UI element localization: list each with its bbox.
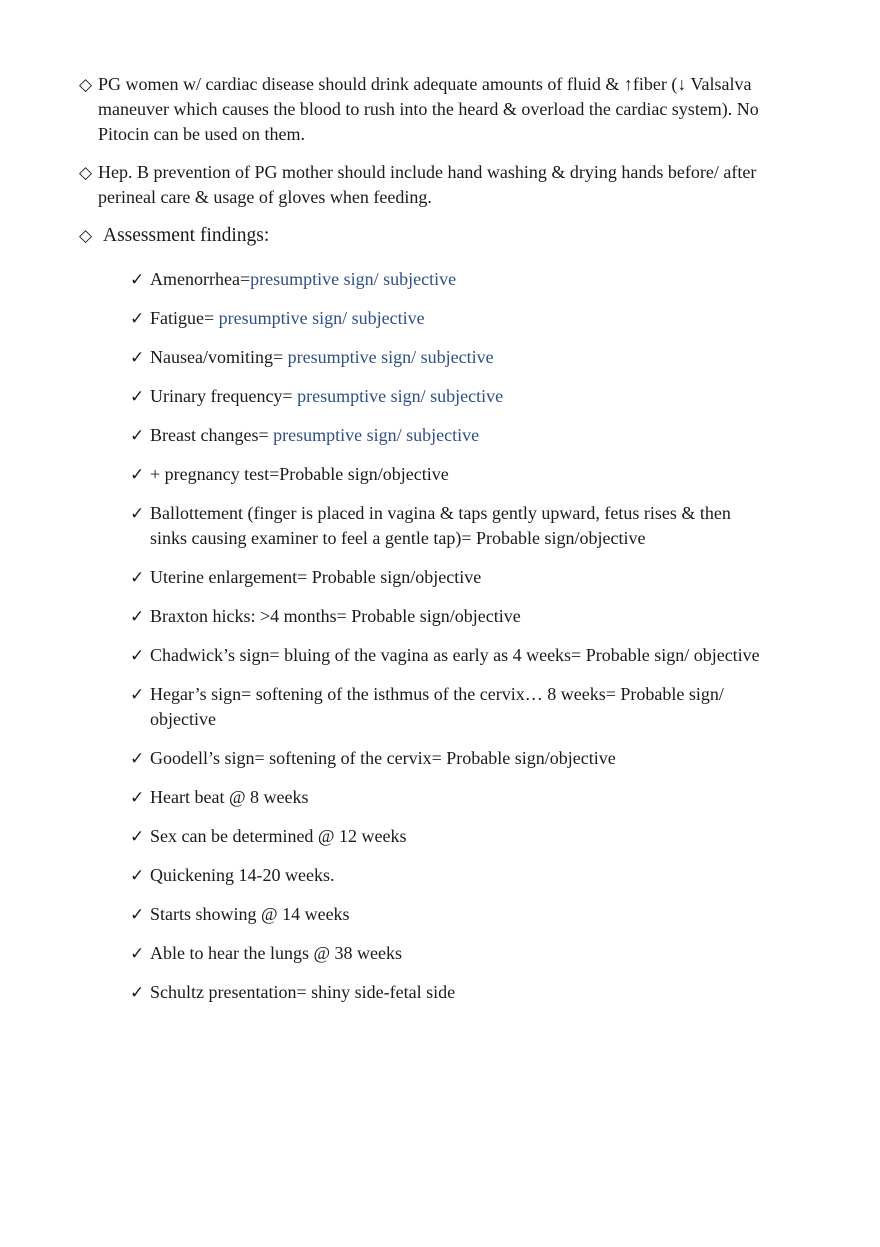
list-item xyxy=(130,267,770,292)
finding-label: Schultz presentation= shiny side-fetal side xyxy=(150,982,456,1002)
finding-label: Chadwick’s sign= bluing of the vagina as early as 4 weeks= Probable sign/ objective xyxy=(150,645,760,665)
list-item xyxy=(130,746,770,771)
list-item xyxy=(130,423,770,448)
list-item xyxy=(130,462,770,487)
finding-label: Nausea/vomiting= xyxy=(150,347,288,367)
list-item xyxy=(79,72,769,147)
assessment-heading-item xyxy=(79,223,769,248)
finding-label: Able to hear the lungs @ 38 weeks xyxy=(150,943,403,963)
finding-label: Heart beat @ 8 weeks xyxy=(150,787,309,807)
top-level-list xyxy=(79,72,769,261)
list-item xyxy=(130,824,770,849)
checkmark-icon: ✓ xyxy=(130,348,145,367)
list-item xyxy=(130,384,770,409)
checkmark-icon: ✓ xyxy=(130,944,145,963)
list-item xyxy=(130,941,770,966)
checkmark-icon: ✓ xyxy=(130,309,145,328)
sign-classification: presumptive sign/ subjective xyxy=(287,347,494,367)
checkmark-icon: ✓ xyxy=(130,607,145,626)
list-item xyxy=(130,902,770,927)
list-item xyxy=(130,501,770,551)
finding-label: Ballottement (finger is placed in vagina & taps gently upward, fetus rises & then sinks causing examiner to feel a gentle tap)= Probable sign/objective xyxy=(150,503,731,548)
finding-label: Braxton hicks: >4 months= Probable sign/objective xyxy=(150,606,521,626)
checkmark-icon: ✓ xyxy=(130,646,145,665)
checkmark-icon: ✓ xyxy=(130,866,145,885)
finding-label: Goodell’s sign= softening of the cervix= Probable sign/objective xyxy=(150,748,616,768)
list-item xyxy=(130,306,770,331)
finding-label: Starts showing @ 14 weeks xyxy=(150,904,350,924)
findings-list xyxy=(130,267,770,1019)
finding-label: Amenorrhea= xyxy=(150,269,251,289)
checkmark-icon: ✓ xyxy=(130,788,145,807)
list-item xyxy=(130,980,770,1005)
sign-classification: presumptive sign/ subjective xyxy=(273,425,480,445)
list-item xyxy=(130,345,770,370)
list-item xyxy=(79,160,769,210)
checkmark-icon: ✓ xyxy=(130,685,145,704)
sign-classification: presumptive sign/ subjective xyxy=(297,386,504,406)
list-item xyxy=(130,643,770,668)
checkmark-icon: ✓ xyxy=(130,465,145,484)
list-item xyxy=(130,863,770,888)
list-item xyxy=(130,682,770,732)
checkmark-icon: ✓ xyxy=(130,426,145,445)
list-item xyxy=(130,604,770,629)
checkmark-icon: ✓ xyxy=(130,504,145,523)
diamond-bullet-icon: ◇ xyxy=(79,75,93,94)
checkmark-icon: ✓ xyxy=(130,905,145,924)
checkmark-icon: ✓ xyxy=(130,387,145,406)
sign-classification: presumptive sign/ subjective xyxy=(250,269,457,289)
finding-label: Sex can be determined @ 12 weeks xyxy=(150,826,407,846)
checkmark-icon: ✓ xyxy=(130,270,145,289)
list-item xyxy=(130,785,770,810)
section-heading: Assessment findings: xyxy=(103,225,270,246)
finding-label: Hegar’s sign= softening of the isthmus of the cervix… 8 weeks= Probable sign/ objective xyxy=(150,684,724,729)
finding-label: Quickening 14-20 weeks. xyxy=(150,865,335,885)
sign-classification: presumptive sign/ subjective xyxy=(218,308,425,328)
diamond-bullet-icon: ◇ xyxy=(79,163,93,182)
list-item xyxy=(130,565,770,590)
checkmark-icon: ✓ xyxy=(130,983,145,1002)
finding-label: Breast changes= xyxy=(150,425,274,445)
checkmark-icon: ✓ xyxy=(130,568,145,587)
checkmark-icon: ✓ xyxy=(130,749,145,768)
note-text: Hep. B prevention of PG mother should include hand washing & drying hands before/ after perineal care & usage of gloves when feeding. xyxy=(98,162,757,207)
diamond-bullet-icon: ◇ xyxy=(79,226,93,245)
finding-label: Urinary frequency= xyxy=(150,386,298,406)
finding-label: Uterine enlargement= Probable sign/objective xyxy=(150,567,482,587)
finding-label: + pregnancy test=Probable sign/objective xyxy=(150,464,449,484)
finding-label: Fatigue= xyxy=(150,308,219,328)
checkmark-icon: ✓ xyxy=(130,827,145,846)
note-text: PG women w/ cardiac disease should drink adequate amounts of fluid & ↑fiber (↓ Valsalva maneuver which causes the blood to rush into the heard & overload the cardiac system). No Pitocin can be used on them. xyxy=(98,74,759,144)
